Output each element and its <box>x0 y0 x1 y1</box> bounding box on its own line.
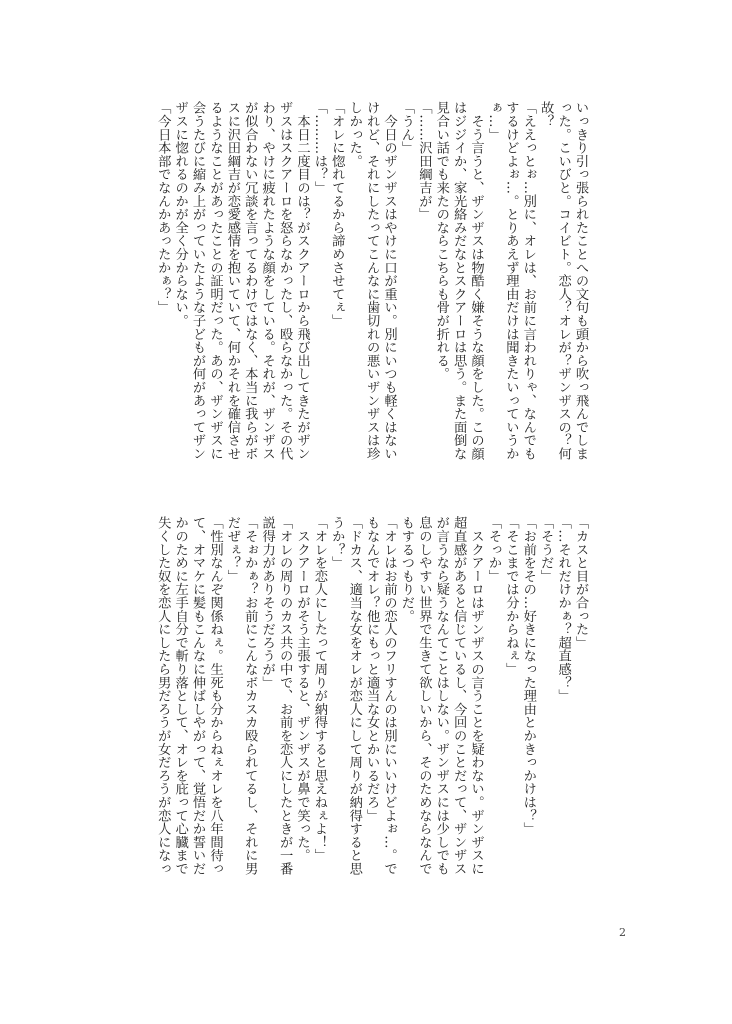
text-line: ぁ…」 <box>485 101 501 141</box>
text-line: 超直感があると信じているし、今回のことだって、ザンザス <box>451 516 467 876</box>
text-line: った。こいびと。コイビト。恋人？オレが？ザンザスの？何 <box>555 101 571 461</box>
text-line: ザスはスクアーロを怒らなかったし、殴らなかった。その代 <box>277 101 293 461</box>
text-line: スクアーロがそう主張すると、ザンザスが鼻で笑った。 <box>294 516 310 862</box>
text-line: うか？」 <box>329 516 345 570</box>
text-line: 故？ <box>538 101 554 128</box>
text-line: 「ええっとぉ…別に、オレは、お前に言われりゃ、なんでも <box>520 101 536 461</box>
text-line: はジジイか、家光絡みだなとスクアーロは思う。また面倒な <box>451 101 467 461</box>
text-line: 「性別なんぞ関係ねぇ。生死も分からねぇオレを八年間待っ <box>207 516 223 876</box>
text-line: だぜぇ？」 <box>224 516 240 583</box>
text-line: そう言うと、ザンザスは物酷く嫌そうな顔をした。この顔 <box>468 101 484 461</box>
text-line: 「カスと目が合った」 <box>573 516 588 649</box>
upper-text-block <box>139 101 589 493</box>
text-line: 「お前をその…好きになった理由とかきっかけは？」 <box>520 516 536 836</box>
text-line: 「うん」 <box>398 101 414 155</box>
text-line: するけどよぉ…。とりあえず理由だけは聞きたいっていうか <box>503 101 519 461</box>
text-line: るようなことがあったことの証明だった。あの、ザンザスに <box>207 101 223 461</box>
text-line: 「そこまでは分からねぇ」 <box>503 516 519 676</box>
text-line: 「今日本部でなんかあったかぁ？」 <box>155 101 171 314</box>
text-line: スクアーロはザンザスの言うことを疑わない。ザンザスに <box>468 516 484 876</box>
text-line: スに沢田綱吉が恋愛感情を抱いていて、何かそれを確信させ <box>224 101 240 461</box>
text-line: 説得力がありそうだろうが」 <box>259 516 275 689</box>
text-line: 「………は？」 <box>311 101 327 195</box>
text-line: 今日のザンザスはやけに口が重い。別にいつも軽くはない <box>381 101 397 461</box>
text-line: 見合い話でも来たのならこちらも骨が折れる。 <box>433 101 449 381</box>
text-line: て、オマケに髪もこんなに伸ばしやがって、覚悟だか誓いだ <box>190 516 206 876</box>
text-line: わり、やけに疲れたような顔をしている。それが、ザンザス <box>259 101 275 461</box>
text-line: 「オレを恋人にしたって周りが納得すると思えねぇよ！」 <box>311 516 327 862</box>
text-line: が言うなら疑うなんてことはしない。ザンザスには少しでも <box>433 516 449 876</box>
text-line: が似合わない冗談を言ってるわけではなく、本当に我らがボ <box>242 101 258 461</box>
text-line: 失くした奴を恋人にしたら男だろうが女だろうが恋人になっ <box>155 516 171 876</box>
text-line: 息のしやすい世界で生きて欲しいから、そのためならなんで <box>416 516 432 876</box>
text-line: 「そっか」 <box>485 516 501 583</box>
text-line: 「オレはお前の恋人のフリすんのは別にいいけどよぉ…。で <box>381 516 397 876</box>
text-line: もするつもりだ。 <box>398 516 414 623</box>
text-line: 「……沢田綱吉が」 <box>416 101 432 221</box>
text-line: ザスに惚れるのかが全く分からない。 <box>172 101 188 328</box>
text-line: いっきり引っ張られたことへの文句も頭から吹っ飛んでしま <box>573 101 588 461</box>
page-number: 2 <box>619 926 626 939</box>
text-line: しかった。 <box>346 101 362 168</box>
text-line: もなんでオレ？他にもっと適当な女とかいるだろ」 <box>364 516 380 822</box>
text-line: 「ドカス、適当な女をオレが恋人にして周りが納得すると思 <box>346 516 362 876</box>
text-line: 会うたびに縮み上がっていたような子どもが何があってザン <box>190 101 206 461</box>
text-line: 「そぉかぁ？お前にこんなボカスカ殴られてるし、それに男 <box>242 516 258 876</box>
text-line: 「…それだけかぁ？超直感？」 <box>555 516 571 703</box>
text-line: 「オレに惚れてるから諦めさせてぇ」 <box>329 101 345 328</box>
lower-text-block <box>139 516 589 908</box>
text-line: かのために左手自分で斬り落として、オレを庇って心臓まで <box>172 516 188 876</box>
text-line: 本日二度目のは？がスクアーロから飛び出してきたがザン <box>294 101 310 461</box>
text-line: けれど、それにしたってこんなに歯切れの悪いザンザスは珍 <box>364 101 380 461</box>
text-line: 「オレの周りのカス共の中で、お前を恋人にしたときが一番 <box>277 516 293 876</box>
text-line: 「そうだ」 <box>538 516 554 583</box>
